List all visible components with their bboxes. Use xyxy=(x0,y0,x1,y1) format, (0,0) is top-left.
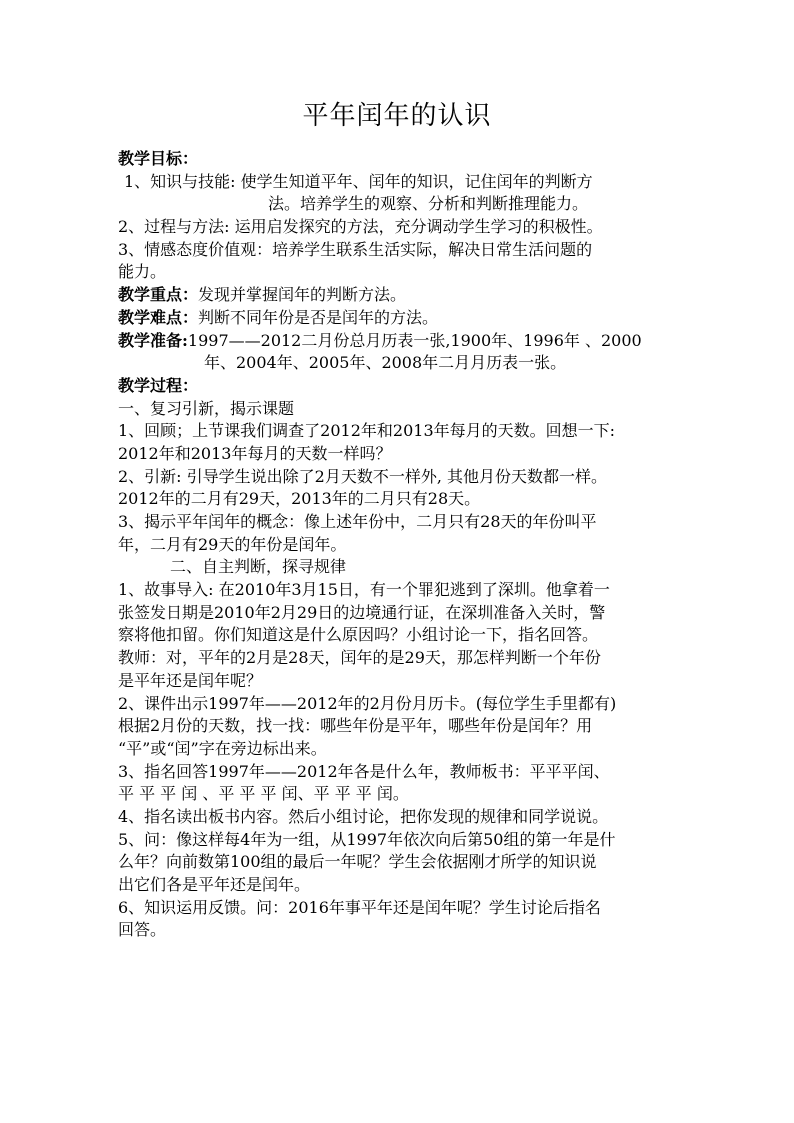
preparation-text-1: 1997——2012二月份总月历表一张,1900年、1996年 、2000 xyxy=(187,330,642,350)
goal-2: 2、过程与方法: 运用启发探究的方法，充分调动学生学习的积极性。 xyxy=(118,217,603,237)
document-body xyxy=(118,148,694,942)
key-point xyxy=(118,284,694,307)
question-line-2: 么年？向前数第100组的最后一年呢？学生会依据刚才所学的知识说 xyxy=(118,852,597,872)
goal-3-line-1: 3、情感态度价值观：培养学生联系生活实际，解决日常生活问题的 xyxy=(118,239,593,259)
step-3-line-1: 3、揭示平年闰年的概念：像上述年份中，二月只有28天的年份叫平 xyxy=(118,512,597,531)
process-heading: 教学过程： xyxy=(118,375,199,395)
key-point-text: 发现并掌握闰年的判断方法。 xyxy=(198,285,407,305)
answer-line-2: 平 平 平 闰 、平 平 平 闰、平 平 平 闰。 xyxy=(118,784,409,804)
story-line-1: 1、故事导入: 在2010年3月15日，有一个罪犯逃到了深圳。他拿着一 xyxy=(118,580,610,600)
courseware-line-3: “平”或“闰”字在旁边标出来。 xyxy=(118,738,327,758)
story-line-3: 察将他扣留。你们知道这是什么原因吗？小组讨论一下，指名回答。 xyxy=(118,625,599,645)
story-line-4: 教师：对，平年的2月是28天，闰年的是29天，那怎样判断一个年份 xyxy=(118,648,601,668)
feedback-line-2: 回答。 xyxy=(118,920,167,940)
goal-1-line-2: 法。培养学生的观察、分析和判断推理能力。 xyxy=(268,194,589,214)
courseware-line-1: 2、课件出示1997年——2012年的2月份月历卡。(每位学生手里都有) xyxy=(118,693,617,713)
preparation-text-2: 年、2004年、2005年、2008年二月月历表一张。 xyxy=(204,353,567,373)
preparation xyxy=(118,330,694,353)
step-2-line-1: 2、引新: 引导学生说出除了2月天数不一样外, 其他月份天数都一样。 xyxy=(118,466,608,486)
question-line-1: 5、问：像这样每4年为一组，从1997年依次向后第50组的第一年是什 xyxy=(118,829,616,849)
difficulty-label: 教学难点： xyxy=(118,307,199,327)
goal-1-line-1: 1、知识与技能: 使学生知道平年、闰年的知识，记住闰年的判断方 xyxy=(124,171,593,191)
difficulty-text: 判断不同年份是否是闰年的方法。 xyxy=(198,307,439,327)
feedback-line-1: 6、知识运用反馈。问：2016年事平年还是闰年呢？学生讨论后指名 xyxy=(118,897,601,917)
key-point-label: 教学重点： xyxy=(118,285,199,305)
step-3-line-2: 年，二月有29天的年份是闰年。 xyxy=(118,534,347,554)
answer-line-1: 3、指名回答1997年——2012年各是什么年，教师板书：平平平闰、 xyxy=(118,761,610,781)
section-2-heading: 二、自主判断，探寻规律 xyxy=(170,557,347,577)
page-title: 平年闰年的认识 xyxy=(302,101,492,131)
step-1-line-2: 2012年和2013年每月的天数一样吗？ xyxy=(118,443,392,463)
question-line-3: 出它们各是平年还是闰年。 xyxy=(118,875,311,894)
goal-3-line-2: 能力。 xyxy=(118,262,167,282)
courseware-line-2: 根据2月份的天数，找一找：哪些年份是平年，哪些年份是闰年？用 xyxy=(118,716,593,736)
preparation-label: 教学准备: xyxy=(118,330,188,350)
step-1-line-1: 1、回顾；上节课我们调查了2012年和2013年每月的天数。回想一下: xyxy=(118,421,616,441)
story-line-2: 张签发日期是2010年2月29日的边境通行证，在深圳准备入关时，警 xyxy=(118,602,606,622)
read-board-line: 4、指名读出板书内容。然后小组讨论，把你发现的规律和同学说说。 xyxy=(118,806,609,826)
step-2-line-2: 2012年的二月有29天，2013年的二月只有28天。 xyxy=(118,489,481,509)
difficulty xyxy=(118,307,694,330)
goals-heading: 教学目标： xyxy=(118,149,199,168)
section-1-heading: 一、复习引新，揭示课题 xyxy=(118,398,295,418)
story-line-5: 是平年还是闰年呢？ xyxy=(118,670,263,690)
